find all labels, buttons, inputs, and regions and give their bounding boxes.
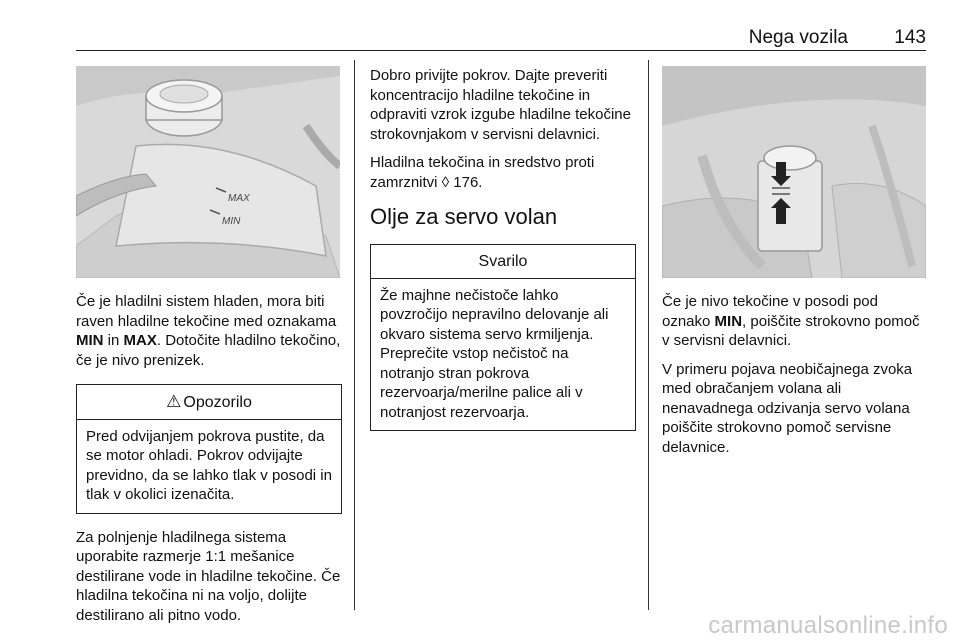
notice-box: [370, 244, 636, 431]
section-heading: Olje za servo volan: [370, 204, 558, 229]
column-divider: [648, 60, 649, 610]
column-left: [76, 66, 342, 634]
power-steering-reservoir-illustration: [662, 66, 926, 278]
column-divider: [354, 60, 355, 610]
cap-paragraph: Dobro privijte pokrov. Dajte preveriti koncentracijo hladilne tekočine in odpraviti vzrok izgube hladilne tekočine strokovnjakom v servisni delavnici.: [370, 67, 631, 143]
page-header: [76, 22, 926, 51]
column-right: [662, 66, 928, 466]
notice-body: Že majhne nečistoče lahko povzročijo nepravilno delovanje ali okvaro sistema servo krmiljenja. Preprečite vstop nečistoč na notranjo stran pokrova rezervoarja/merilne palice ali v notranjost rezervoarja.: [380, 286, 609, 421]
coolant-reservoir-illustration: [76, 66, 340, 278]
coolant-level-paragraph: Če je hladilni sistem hladen, mora biti raven hladilne tekočine med oznakama MIN in MAX. Dotočite hladilno tekočino, če je nivo prenizek.: [76, 293, 341, 369]
steering-noise-paragraph: V primeru pojava neobičajnega zvoka med obračanjem volana ali nenavadnega odzivanja servo volana poiščite strokovno pomoč servisne delavnice.: [662, 360, 913, 456]
watermark: carmanualsonline.info: [708, 612, 948, 639]
warning-body: Pred odvijanjem pokrova pustite, da se motor ohladi. Pokrov odvijajte previdno, da se lahko tlak v posodi in tlak v okolici izenačita.: [86, 427, 332, 503]
warning-title: Opozorilo: [183, 394, 252, 411]
page-number: 143: [894, 27, 926, 48]
coolant-fill-paragraph: Za polnjenje hladilnega sistema uporabite razmerje 1:1 mešanice destilirane vode in hladilne tekočine. Če hladilna tekočina ni na voljo, dolijte destilirano ali pitno vodo.: [76, 528, 341, 624]
warning-box-header: [77, 385, 341, 420]
fluid-level-paragraph: Če je nivo tekočine v posodi pod oznako MIN, poiščite strokovno pomoč v servisni delavnici.: [662, 293, 920, 349]
max-mark-label: MAX: [228, 193, 250, 204]
min-mark-label: MIN: [222, 216, 241, 227]
notice-box-header: Svarilo: [371, 245, 635, 279]
section-title: Nega vozila: [748, 27, 848, 48]
antifreeze-reference-paragraph: Hladilna tekočina in sredstvo proti zamrznitvi ◊ 176.: [370, 154, 595, 191]
page-reference-icon: ◊: [441, 173, 450, 191]
column-middle: [370, 66, 636, 431]
warning-triangle-icon: ⚠: [166, 392, 182, 411]
warning-box: [76, 384, 342, 514]
